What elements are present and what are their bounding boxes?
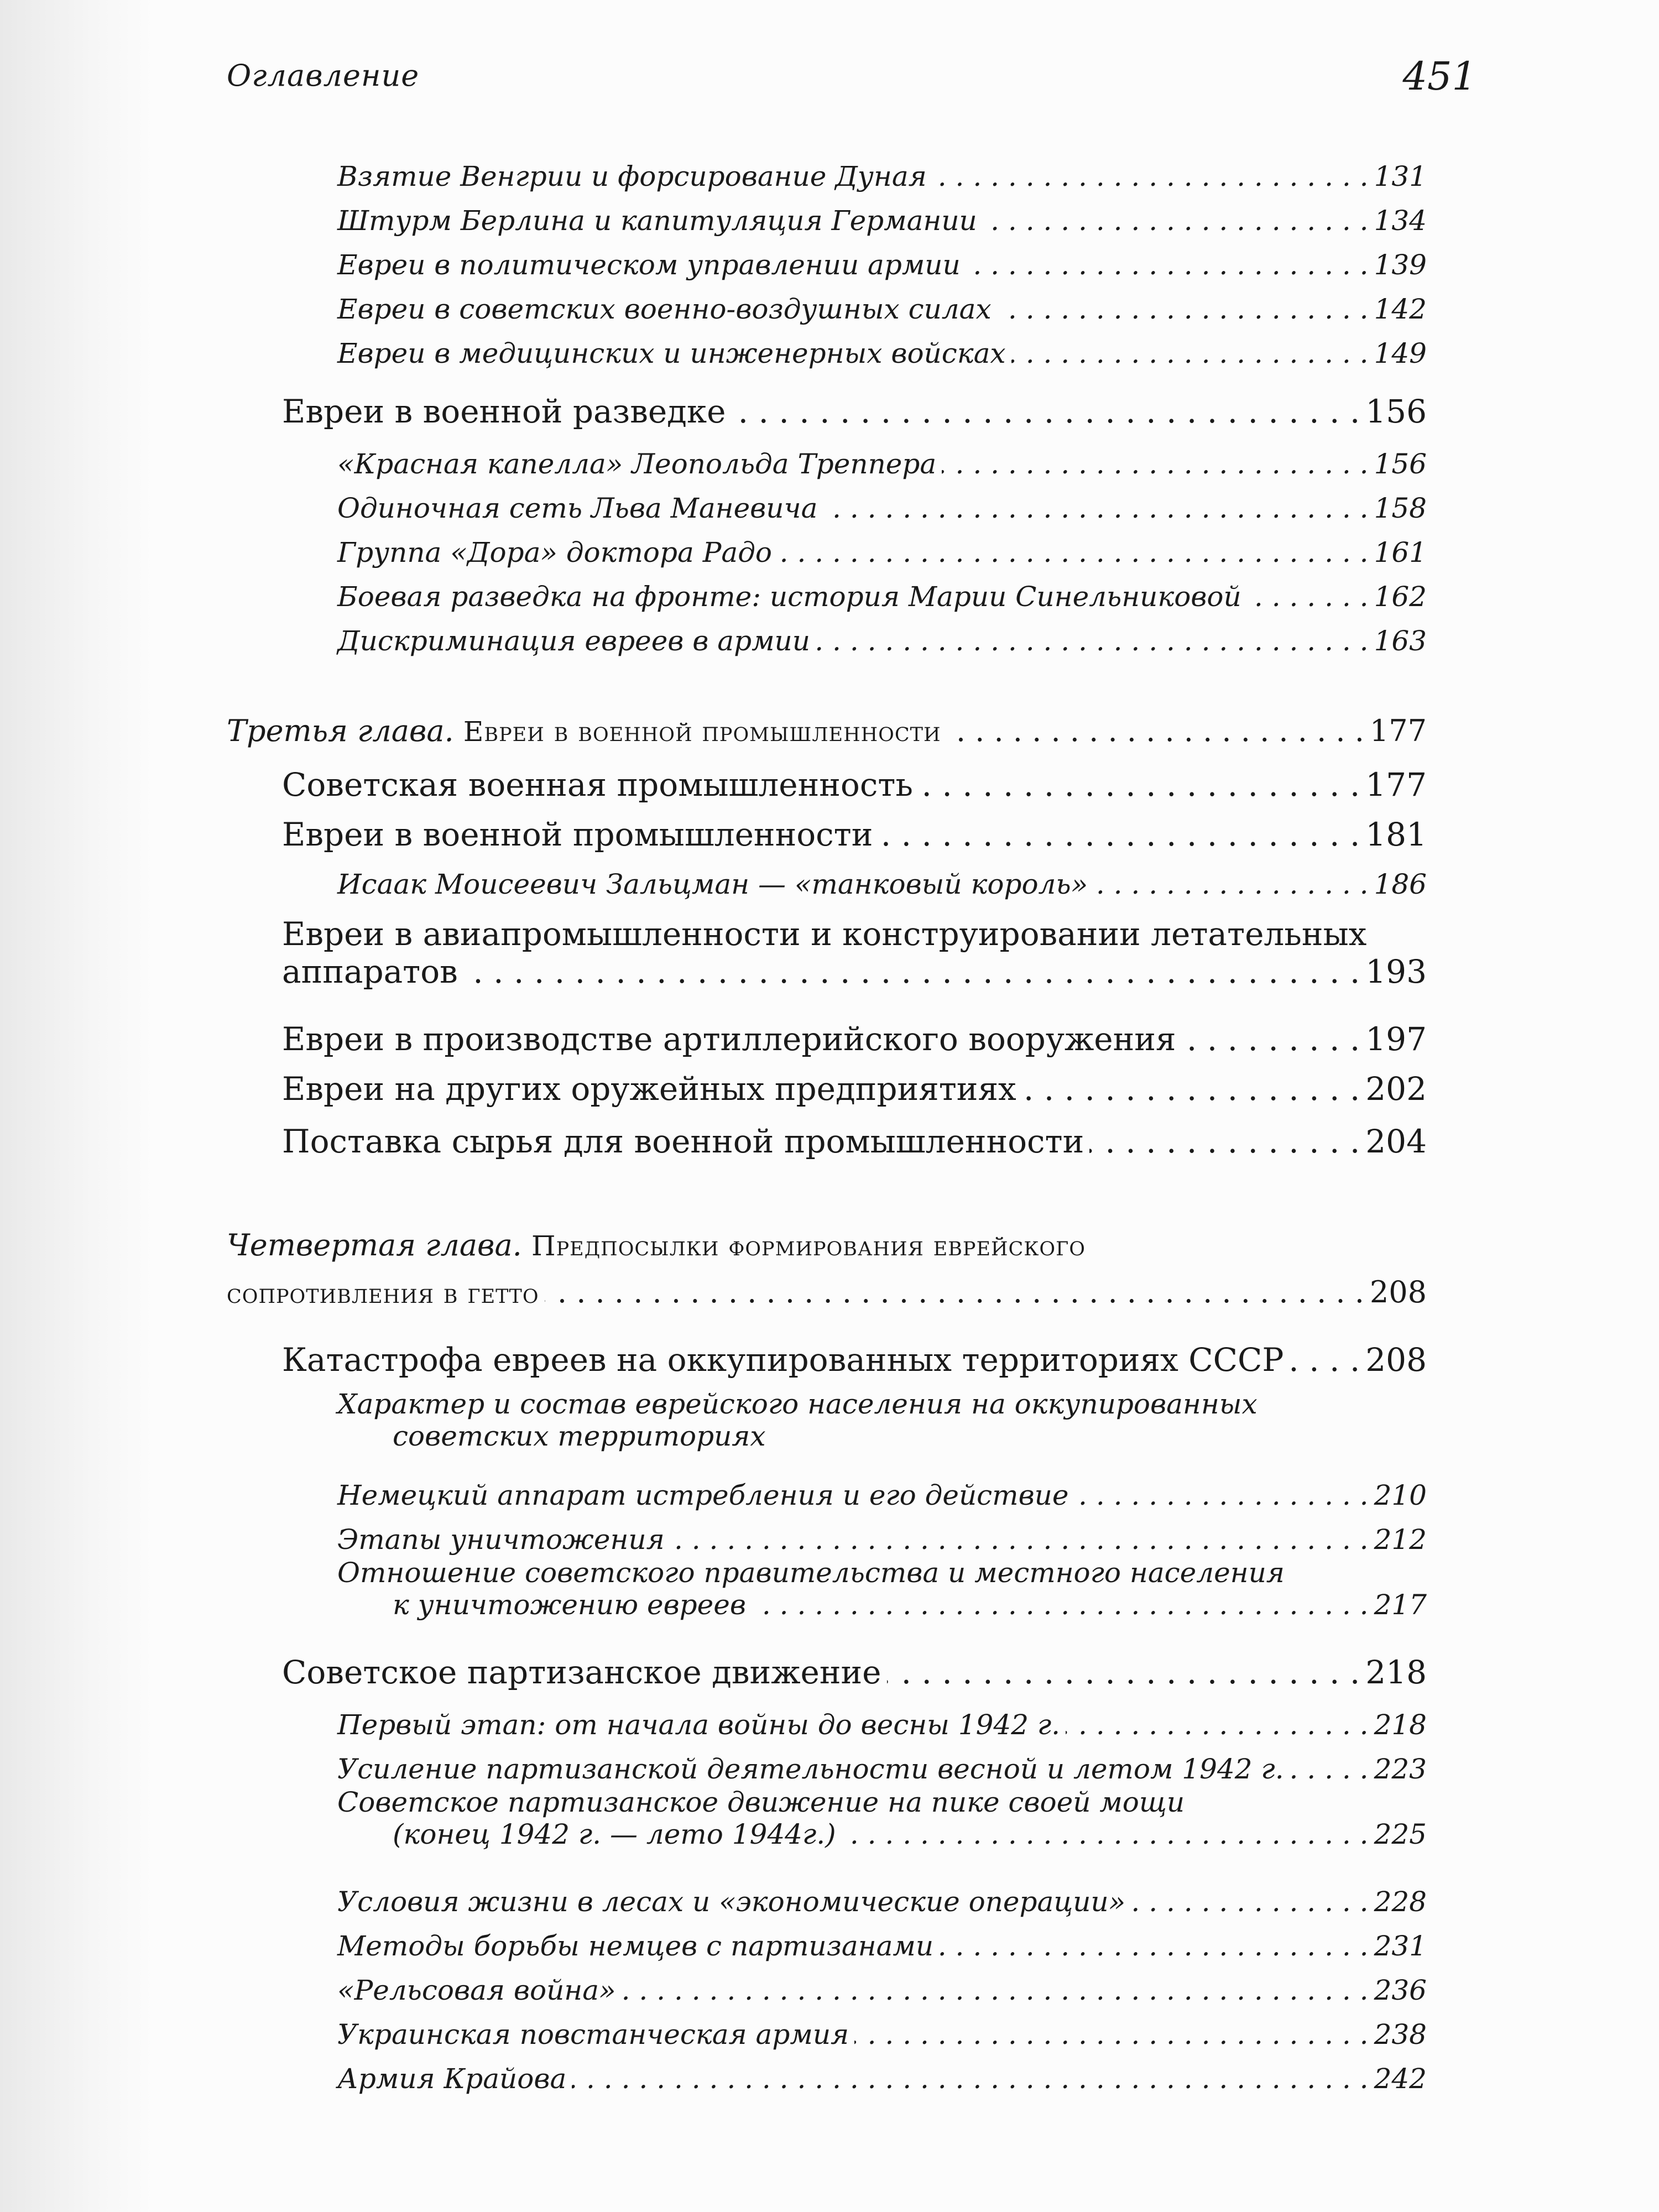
toc-entry-page: 161 [1374,536,1427,568]
leader-dots [572,2063,1368,2095]
leader-dots [919,766,1360,804]
toc-section-entry[interactable] [227,766,1427,804]
toc-entry-title: Этапы уничтожения [337,1524,665,1556]
toc-entry-title: Дискриминация евреев в армии [337,625,810,657]
leader-dots [1066,1709,1368,1741]
toc-entry[interactable] [227,536,1427,568]
toc-entry-multiline[interactable] [227,1388,1427,1452]
toc-entry-page: 131 [1374,160,1427,192]
toc-section-entry[interactable] [227,1070,1427,1108]
leader-dots [1089,1123,1360,1160]
toc-entry-page: 193 [1365,953,1427,990]
leader-dots [1022,1070,1360,1108]
toc-entry[interactable] [227,1709,1427,1741]
toc-entry-page: 236 [1374,1974,1427,2006]
leader-dots [622,1974,1369,2006]
toc-entry[interactable] [227,868,1427,900]
toc-entry-page: 231 [1374,1930,1427,1962]
toc-entry[interactable] [227,160,1427,192]
toc-entry[interactable] [227,1524,1427,1556]
toc-entry-page: 218 [1374,1709,1427,1741]
toc-entry-page: 217 [1374,1589,1427,1621]
chapter-label: Третья глава. [227,713,454,748]
toc-entry[interactable] [227,337,1427,369]
toc-entry-title: «Рельсовая война» [337,1974,616,2006]
toc-entry-title: Штурм Берлина и капитуляция Германии [337,205,977,237]
toc-entry-title: Армия Крайова [337,2063,567,2095]
toc-chapter-entry-multiline[interactable] [227,1228,1427,1310]
toc-entry-page: 223 [1374,1753,1427,1785]
toc-entry[interactable] [227,625,1427,657]
toc-section-entry[interactable] [227,1341,1427,1379]
toc-entry-page: 149 [1374,337,1427,369]
toc-entry-page: 162 [1374,581,1427,613]
running-head: Оглавление [227,58,420,93]
toc-entry-title: Евреи на других оружейных предприятиях [282,1070,1016,1108]
leader-dots [1247,581,1369,613]
leader-dots [887,1653,1360,1691]
leader-dots [878,816,1360,853]
toc-entry-page: 208 [1369,1275,1427,1310]
toc-entry[interactable] [227,2063,1427,2095]
leader-dots [947,713,1364,748]
toc-entry-title: к уничтожению евреев [393,1589,746,1621]
toc-section-entry[interactable] [227,1123,1427,1160]
toc-entry-title: Поставка сырья для военной промышленности [282,1123,1084,1160]
toc-entry-title: Усиление партизанской деятельности весной и летом 1942 г. [337,1753,1284,1785]
leader-dots [939,1930,1369,1962]
chapter-label: Четвертая глава. [227,1228,522,1262]
toc-entry-page: 202 [1365,1070,1427,1108]
toc-entry-title-line1: Советское партизанское движение на пике своей мощи [337,1786,1185,1818]
leader-dots [842,1818,1369,1850]
leader-dots [670,1524,1369,1556]
toc-entry-page: 197 [1365,1020,1427,1058]
toc-entry-page: 212 [1374,1524,1427,1556]
toc-entry-title: Евреи в советских военно-воздушных силах [337,293,992,325]
toc-entry[interactable] [227,293,1427,325]
toc-entry-page: 158 [1374,492,1427,524]
leader-dots [1131,1886,1368,1918]
toc-entry-title: «Красная капелла» Леопольда Треппера [337,448,937,480]
toc-entry[interactable] [227,2018,1427,2051]
toc-entry-multiline[interactable] [227,1786,1427,1850]
toc-entry-page: 156 [1365,393,1427,430]
toc-entry-page: 204 [1365,1123,1427,1160]
toc-entry-page: 186 [1374,868,1427,900]
toc-entry-title: Евреи в военной промышленности [282,816,873,853]
toc-entry-page: 139 [1374,249,1427,281]
toc-entry[interactable] [227,581,1427,613]
leader-dots [1182,1020,1360,1058]
toc-entry-page: 238 [1374,2018,1427,2051]
toc-entry-page: 228 [1374,1886,1427,1918]
toc-entry[interactable] [227,1930,1427,1962]
leader-dots [1093,868,1368,900]
toc-entry-title-line1: Характер и состав еврейского населения на оккупированных [337,1388,1258,1420]
toc-entry-title: Украинская повстанческая армия [337,2018,849,2051]
leader-dots [997,293,1369,325]
leader-dots [1074,1479,1368,1511]
leader-dots [983,205,1369,237]
toc-section-entry[interactable] [227,816,1427,853]
leader-dots [545,1275,1364,1310]
toc-section-entry[interactable] [227,393,1427,430]
toc-entry-title: советских территориях [393,1420,766,1452]
leader-dots [942,448,1368,480]
toc-entry-page: 177 [1365,766,1427,804]
toc-entry-page: 181 [1365,816,1427,853]
toc-entry-page: 208 [1365,1341,1427,1379]
page-number: 451 [1402,54,1477,99]
toc-entry-title: Первый этап: от начала войны до весны 1942 г. [337,1709,1061,1741]
toc-entry[interactable] [227,1479,1427,1511]
chapter-title-line2: сопротивления в гетто [227,1277,539,1310]
leader-dots [816,625,1369,657]
leader-dots [1011,337,1369,369]
toc-entry-page: 177 [1369,713,1427,748]
toc-entry[interactable] [227,205,1427,237]
toc-entry-title: аппаратов [282,953,458,990]
toc-entry-title: Советская военная промышленность [282,766,913,804]
toc-chapter-entry[interactable] [227,713,1427,748]
toc-entry-page: 225 [1374,1818,1427,1850]
leader-dots [1290,1753,1369,1785]
toc-entry-page: 134 [1374,205,1427,237]
toc-entry[interactable] [227,1753,1427,1785]
toc-entry-page: 242 [1374,2063,1427,2095]
toc-entry-multiline[interactable] [227,1557,1427,1621]
toc-entry-title: Условия жизни в лесах и «экономические операции» [337,1886,1126,1918]
toc-entry-title: Немецкий аппарат истребления и его действие [337,1479,1069,1511]
chapter-title-line1: Предпосылки формирования еврейского [531,1230,1086,1262]
page-gutter-shadow [0,0,155,2212]
leader-dots [731,393,1360,430]
toc-entry-title: Методы борьбы немцев с партизанами [337,1930,934,1962]
toc-entry-title: Евреи в политическом управлении армии [337,249,961,281]
toc-section-entry[interactable] [227,1020,1427,1058]
toc-entry-page: 163 [1374,625,1427,657]
toc-entry-title: Группа «Дора» доктора Радо [337,536,772,568]
page-header [227,54,1477,102]
toc-entry-page: 142 [1374,293,1427,325]
leader-dots [1289,1341,1360,1379]
toc-entry-page: 156 [1374,448,1427,480]
toc-entry-title: Исаак Моисеевич Зальцман — «танковый король» [337,868,1088,900]
toc-section-entry[interactable] [227,1653,1427,1691]
toc-entry-title: Евреи в медицинских и инженерных войсках [337,337,1006,369]
toc-entry[interactable] [227,448,1427,480]
toc-entry-title: Катастрофа евреев на оккупированных территориях СССР [282,1341,1284,1379]
toc-entry-title-line1: Евреи в авиапромышленности и конструировании летательных [282,915,1367,953]
leader-dots [463,953,1360,990]
chapter-title: Евреи в военной промышленности [463,716,941,748]
toc-entry-page: 210 [1374,1479,1427,1511]
toc-entry-title: (конец 1942 г. — лето 1944г.) [393,1818,836,1850]
toc-entry[interactable] [227,1974,1427,2006]
leader-dots [823,492,1368,524]
leader-dots [932,160,1369,192]
toc-entry-title: Взятие Венгрии и форсирование Дуная [337,160,927,192]
toc-entry-title: Евреи в военной разведке [282,393,726,430]
toc-entry-title: Евреи в производстве артиллерийского вооружения [282,1020,1176,1058]
toc-entry-page: 218 [1365,1653,1427,1691]
toc-entry[interactable] [227,249,1427,281]
leader-dots [966,249,1369,281]
toc-entry[interactable] [227,492,1427,524]
toc-entry[interactable] [227,1886,1427,1918]
toc-entry-title-line1: Отношение советского правительства и местного населения [337,1557,1285,1589]
toc-entry-title: Одиночная сеть Льва Маневича [337,492,818,524]
toc-entry-title: Советское партизанское движение [282,1653,881,1691]
leader-dots [778,536,1369,568]
leader-dots [854,2018,1368,2051]
toc-entry-title: Боевая разведка на фронте: история Марии Синельниковой [337,581,1241,613]
toc-section-entry-multiline[interactable] [227,915,1427,990]
leader-dots [752,1589,1369,1621]
